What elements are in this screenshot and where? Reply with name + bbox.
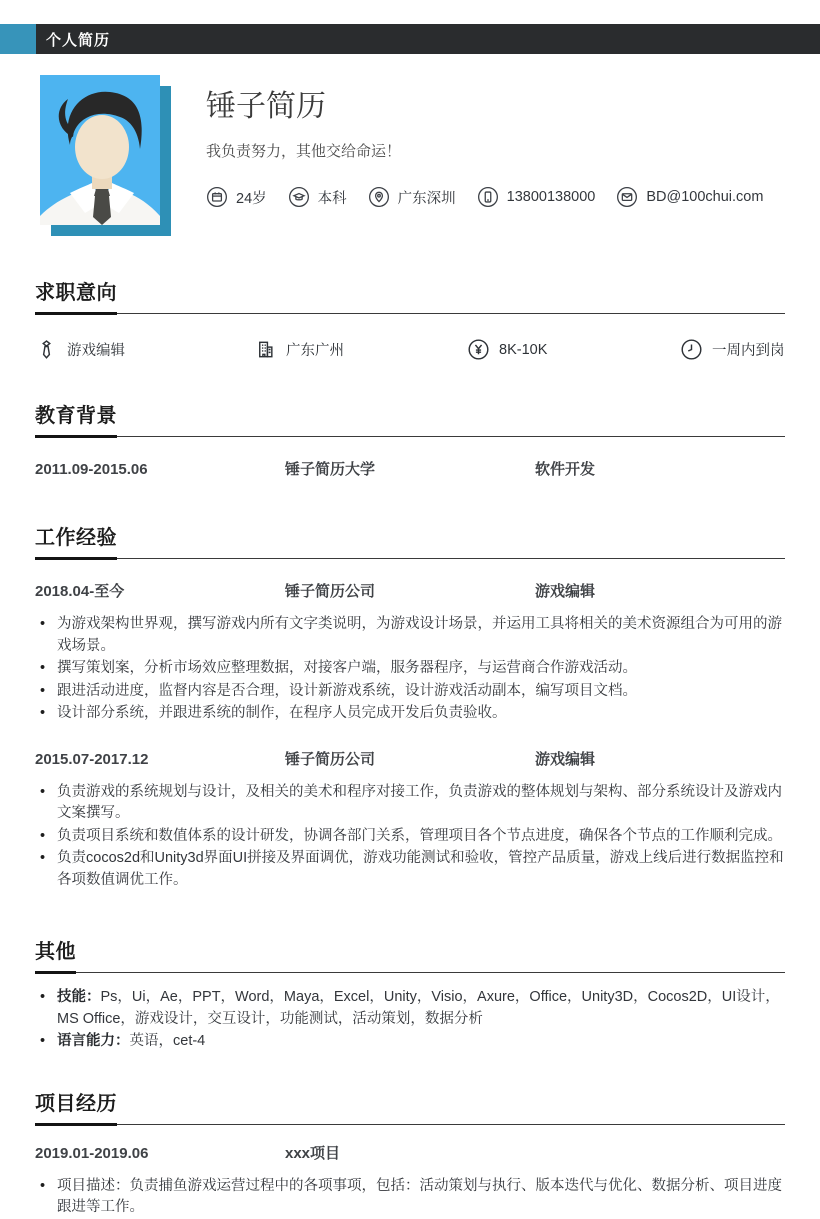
section-rule xyxy=(76,972,785,973)
meta-phone-label: 13800138000 xyxy=(506,189,596,205)
work-entry-header xyxy=(35,580,785,601)
section-job-intention xyxy=(35,282,785,361)
profile-info xyxy=(206,75,763,236)
skill-label: 技能： xyxy=(57,989,101,1005)
list-item: • 负责cocos2d和Unity3d界面UI拼接及界面调优，游戏功能测试和验收，管控产品质量，游戏上线后进行数据监控和各项数值调优工作。 xyxy=(35,848,785,891)
list-item xyxy=(35,1031,785,1053)
list-item: • 负责游戏的系统规划与设计，及相关的美术和程序对接工作，负责游戏的整体规划与架构、部分系统设计及游戏内文案撰写。 xyxy=(35,782,785,825)
meta-phone xyxy=(477,186,596,208)
section-education xyxy=(35,405,785,479)
work-company: 锤子简历公司 xyxy=(285,750,376,768)
intention-position xyxy=(35,338,254,361)
header-bar xyxy=(0,24,820,54)
intention-availability xyxy=(680,338,785,361)
intention-city-label: 广东广州 xyxy=(286,343,344,359)
section-heading xyxy=(35,941,785,974)
meta-location-label: 广东深圳 xyxy=(397,190,456,207)
profile-section xyxy=(40,75,785,236)
section-rule xyxy=(117,436,785,437)
work-period: 2018.04-至今 xyxy=(35,583,125,600)
education-major: 软件开发 xyxy=(535,461,596,478)
email-icon xyxy=(616,186,638,208)
avatar xyxy=(40,75,171,236)
section-title: 其他 xyxy=(35,941,76,974)
profile-meta-row xyxy=(206,186,763,208)
candidate-name: 锤子简历 xyxy=(206,90,326,123)
intention-salary xyxy=(467,338,680,361)
project-period: 2019.01-2019.06 xyxy=(35,1144,149,1162)
tie-icon xyxy=(35,338,58,361)
list-item: • 设计部分系统，并跟进系统的制作，在程序人员完成开发后负责验收。 xyxy=(35,703,785,725)
resume-page xyxy=(0,24,820,1215)
work-role: 游戏编辑 xyxy=(535,583,596,600)
meta-degree xyxy=(288,186,347,208)
candidate-tagline: 我负责努力，其他交给命运！ xyxy=(206,143,402,160)
intention-availability-label: 一周内到岗 xyxy=(712,343,785,359)
location-pin-icon xyxy=(368,186,390,208)
meta-degree-label: 本科 xyxy=(317,190,347,207)
list-item: • 负责项目系统和数值体系的设计研发，协调各部门关系，管理项目各个节点进度，确保各个节点的工作顺利完成。 xyxy=(35,826,785,848)
education-entry xyxy=(35,458,785,479)
meta-age-label: 24岁 xyxy=(236,190,267,207)
section-title: 工作经验 xyxy=(35,527,117,560)
list-item xyxy=(35,987,785,1030)
building-icon xyxy=(254,338,277,361)
project-entry-header xyxy=(35,1142,785,1163)
section-title: 教育背景 xyxy=(35,405,117,438)
work-bullet-list xyxy=(35,782,785,892)
section-other xyxy=(35,941,785,1053)
list-item: • 跟进活动进度，监督内容是否合理，设计新游戏系统，设计游戏活动副本，编写项目文档。 xyxy=(35,681,785,703)
work-period: 2015.07-2017.12 xyxy=(35,750,149,768)
project-name: xxx项目 xyxy=(285,1144,341,1162)
meta-age xyxy=(206,186,267,208)
education-school: 锤子简历大学 xyxy=(285,461,376,478)
phone-icon xyxy=(477,186,499,208)
work-role: 游戏编辑 xyxy=(535,750,596,768)
meta-email xyxy=(616,186,763,208)
intention-row xyxy=(35,338,785,361)
education-period: 2011.09-2015.06 xyxy=(35,461,148,478)
avatar-photo xyxy=(40,75,160,225)
section-title: 求职意向 xyxy=(35,282,117,315)
language-text: 英语，cet-4 xyxy=(129,1033,206,1049)
section-heading xyxy=(35,1093,785,1126)
calendar-icon xyxy=(206,186,228,208)
section-heading xyxy=(35,405,785,438)
graduation-cap-icon xyxy=(288,186,310,208)
header-accent-square xyxy=(0,24,36,54)
list-item: • 撰写策划案，分析市场效应整理数据，对接客户端，服务器程序，与运营商合作游戏活动。 xyxy=(35,658,785,680)
section-heading xyxy=(35,527,785,560)
section-heading xyxy=(35,282,785,315)
list-item: • 为游戏架构世界观，撰写游戏内所有文字类说明，为游戏设计场景，并运用工具将相关的美术资源组合为可用的游戏场景。 xyxy=(35,614,785,657)
section-rule xyxy=(117,1124,785,1125)
intention-salary-label: 8K-10K xyxy=(499,341,548,358)
skill-text: Ps，Ui，Ae，PPT，Word，Maya，Excel，Unity，Visio，Axure，Office，Unity3D，Cocos2D，UI设计，MS Office，游戏设计，交互设计，功能测试，活动策划，数据分析 xyxy=(57,989,780,1027)
work-company: 锤子简历公司 xyxy=(285,583,376,600)
section-projects xyxy=(35,1093,785,1219)
work-entry-header xyxy=(35,748,785,769)
meta-location xyxy=(368,186,456,208)
salary-icon xyxy=(467,338,490,361)
meta-email-label: BD@100chui.com xyxy=(646,189,764,205)
intention-city xyxy=(254,338,467,361)
section-work-experience xyxy=(35,527,785,891)
clock-icon xyxy=(680,338,703,361)
work-bullet-list xyxy=(35,614,785,725)
other-list xyxy=(35,987,785,1053)
section-title: 项目经历 xyxy=(35,1093,117,1126)
intention-position-label: 游戏编辑 xyxy=(67,343,125,359)
section-rule xyxy=(117,558,785,559)
list-item: • 项目描述：负责捕鱼游戏运营过程中的各项事项，包括：活动策划与执行、版本迭代与优化、数据分析、项目进度跟进等工作。 xyxy=(35,1176,785,1219)
project-bullet-list xyxy=(35,1176,785,1219)
page-title: 个人简历 xyxy=(46,31,111,49)
language-label: 语言能力： xyxy=(57,1033,130,1049)
section-rule xyxy=(117,313,785,314)
